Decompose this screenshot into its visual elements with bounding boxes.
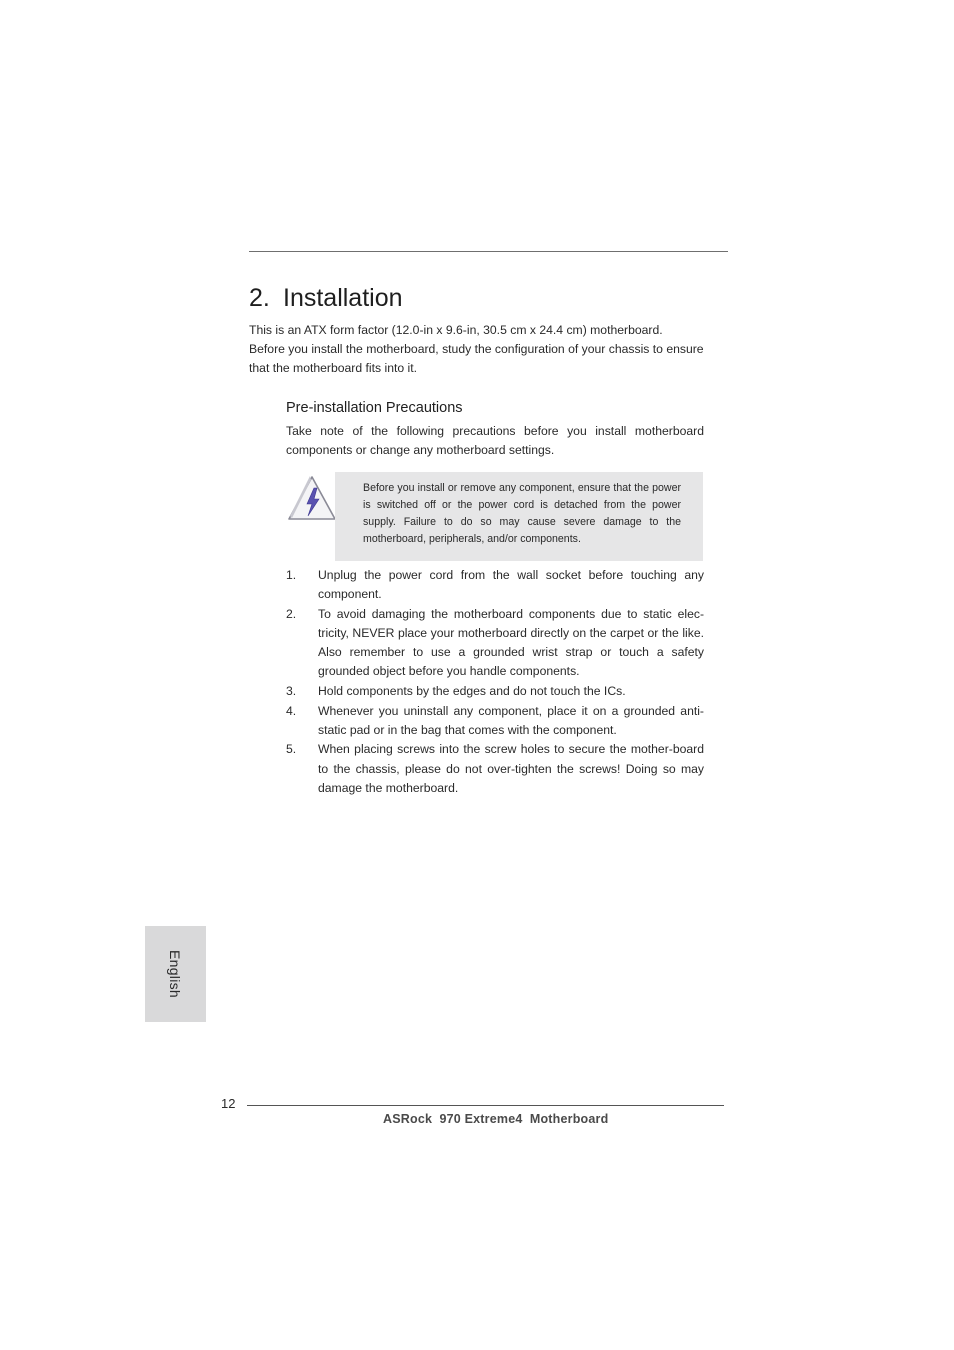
precautions-list	[286, 566, 704, 798]
top-divider	[249, 251, 728, 252]
list-item-text: Hold components by the edges and do not touch the ICs.	[318, 684, 626, 698]
precautions-intro: Take note of the following precautions before you install motherboard components or change any motherboard settings.	[286, 424, 704, 457]
precautions-heading: Pre-installation Precautions	[286, 400, 463, 416]
list-item-number: 1.	[286, 568, 297, 582]
warning-triangle-lightning-icon	[286, 474, 338, 522]
section-title-text: Installation	[283, 284, 403, 312]
list-item-number: 4.	[286, 703, 297, 718]
list-item-number: 5.	[286, 742, 297, 757]
list-item	[286, 682, 704, 701]
footer-product-name: ASRock 970 Extreme4 Motherboard	[383, 1112, 609, 1126]
page-number: 12	[221, 1096, 236, 1111]
list-item-number: 2.	[286, 606, 297, 621]
list-item-number: 3.	[286, 684, 297, 698]
list-item-text: Whenever you uninstall any component, place it on a grounded anti-static pad or in the bag that comes with the component.	[318, 703, 704, 737]
language-tab	[145, 926, 206, 1022]
section-number: 2.	[249, 284, 270, 312]
language-tab-label: English	[167, 949, 183, 999]
list-item-text: To avoid damaging the motherboard components due to static elec-tricity, NEVER place your motherboard directly on the carpet or the like. Also remember to use a grounded wrist strap or touch a safety grounded object before you handle components.	[318, 606, 704, 679]
warning-text: Before you install or remove any component, ensure that the power is switched off or the power cord is detached from the power supply. Failure to do so may cause severe damage to the motherboard, peripherals, and/or components.	[363, 482, 681, 545]
warning-box	[335, 472, 703, 561]
list-item	[286, 566, 704, 604]
list-item	[286, 702, 704, 740]
list-item-text: Unplug the power cord from the wall socket before touching any component.	[318, 568, 704, 602]
list-item	[286, 605, 704, 682]
footer-divider	[247, 1105, 724, 1106]
intro-line: This is an ATX form factor (12.0-in x 9.6-in, 30.5 cm x 24.4 cm) motherboard.	[249, 323, 663, 337]
section-intro	[249, 321, 729, 378]
list-item-text: When placing screws into the screw holes to secure the mother-board to the chassis, please do not over-tighten the screws! Doing so may damage the motherboard.	[318, 742, 704, 795]
intro-line: that the motherboard fits into it.	[249, 361, 418, 375]
list-item	[286, 740, 704, 798]
intro-line: Before you install the motherboard, study the configuration of your chassis to ensure	[249, 342, 704, 356]
section-title	[249, 284, 403, 313]
